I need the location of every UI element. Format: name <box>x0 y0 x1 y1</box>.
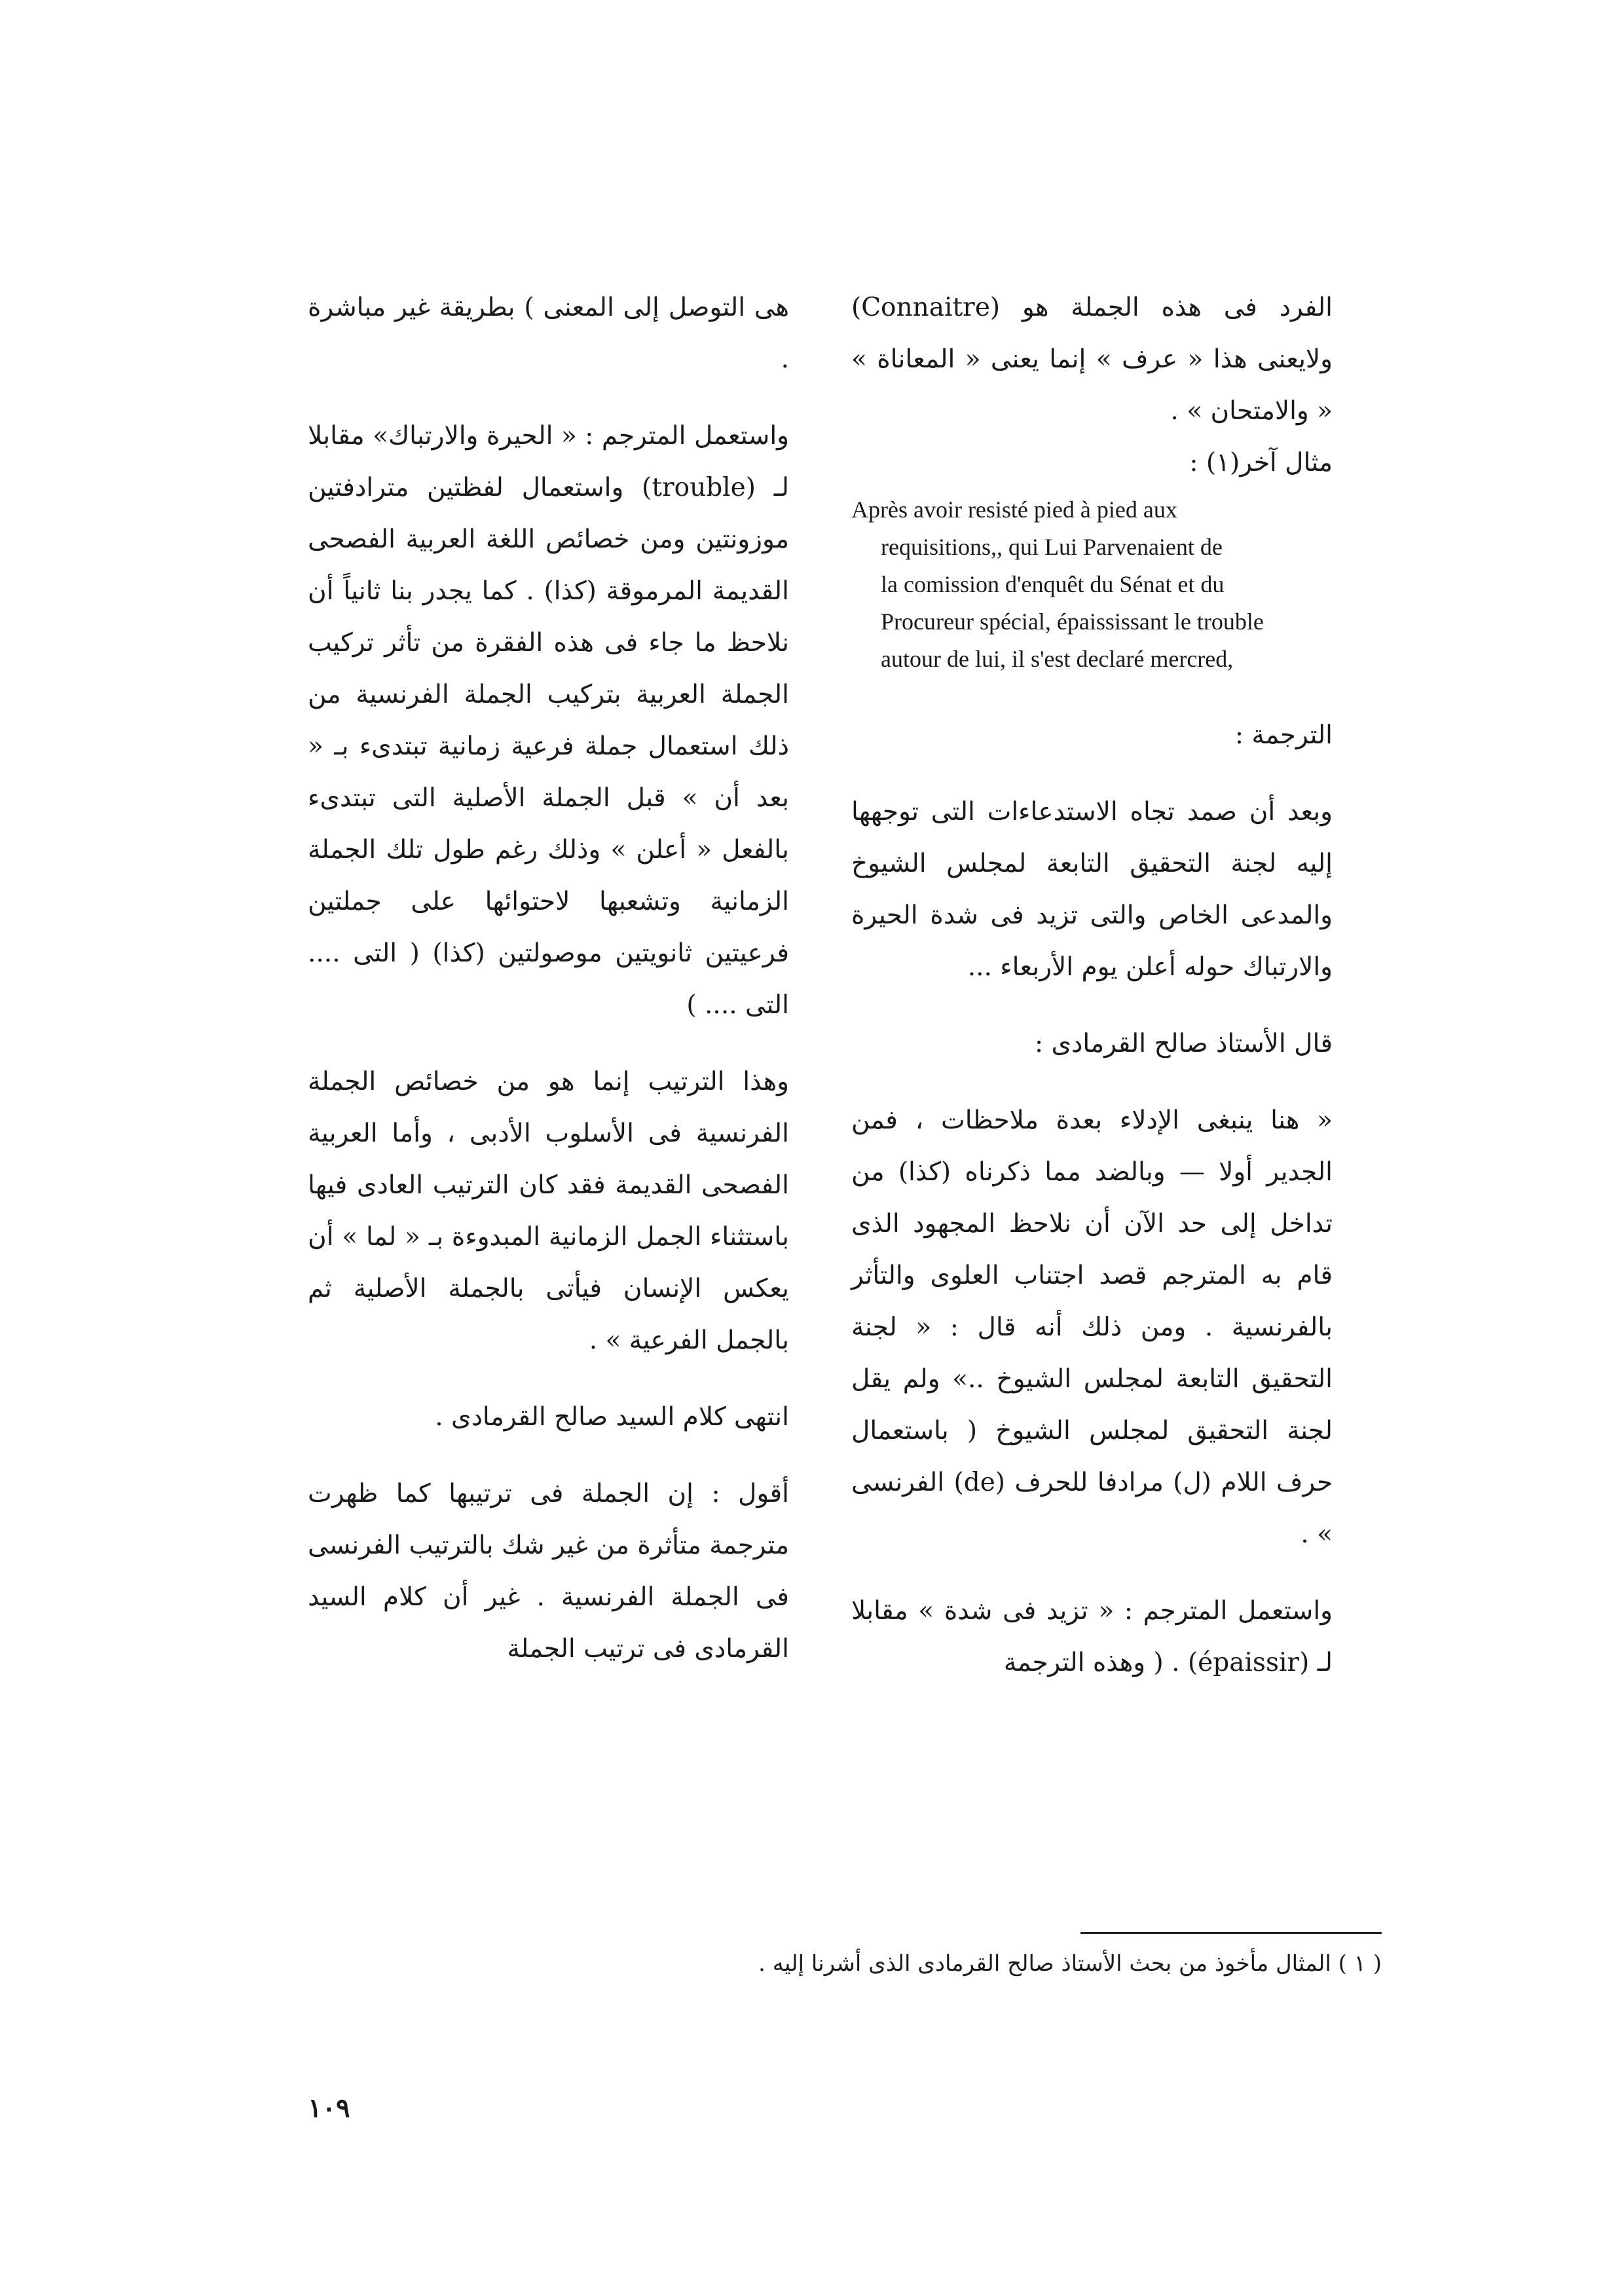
paragraph: هى التوصل إلى المعنى ) بطريقة غير مباشرة . <box>308 293 789 374</box>
quote-line: la comission d'enquêt du Sénat et du <box>881 571 1225 597</box>
quote-line: autour de lui, il s'est declaré mercred, <box>881 646 1234 672</box>
paragraph: واستعمل المترجم : « تزيد فى شدة » مقابلا لـ (épaissir) . ( وهذه الترجمة <box>851 1596 1333 1677</box>
quote-line: Procureur spécial, épaississant le trouble <box>881 608 1264 635</box>
left-column <box>308 282 789 1675</box>
quote-line: Après avoir resisté pied à pied aux <box>851 496 1177 523</box>
footnote-divider <box>1080 1932 1382 1934</box>
paragraph: واستعمل المترجم : « الحيرة والارتباك» مقابلا لـ (trouble) واستعمال لفظتين مترادفتين موزونتين ومن خصائص اللغة العربية الفصحى القديمة المرموقة (كذا) . كما يجدر بنا ثانياً أن نلاحظ ما جاء فى هذه الفقرة من تأثر تركيب الجملة العربية بتركيب الجملة الفرنسية من ذلك استعمال جملة فرعية زمانية تبتدىء بـ « بعد أن » قبل الجملة الأصلية التى تبتدىء بالفعل « أعلن » وذلك رغم طول تلك الجملة الزمانية وتشعبها لاحتوائها على جملتين فرعيتين ثانويتين موصولتين (كذا) ( التى .... التى .... ) <box>308 421 790 1020</box>
paragraph: الفرد فى هذه الجملة هو (Connaitre) ولايعنى هذا « عرف » إنما يعنى « المعاناة » « والامتحان » . <box>851 293 1333 426</box>
translation-label: الترجمة : <box>1234 720 1333 750</box>
paragraph: انتهى كلام السيد صالح القرمادى . <box>435 1402 789 1432</box>
paragraph: وبعد أن صمد تجاه الاستدعاءات التى توجهها إليه لجنة التحقيق التابعة لمجلس الشيوخ والمدعى الخاص والتى تزيد فى شدة الحيرة والارتباك حوله أعلن يوم الأربعاء ... <box>851 797 1333 982</box>
paragraph: أقول : إن الجملة فى ترتيبها كما ظهرت مترجمة متأثرة من غير شك بالترتيب الفرنسى فى الجملة الفرنسية . غير أن كلام السيد القرمادى فى ترتيب الجملة <box>308 1479 789 1664</box>
french-quote <box>851 491 1333 678</box>
right-column <box>851 282 1333 1689</box>
page-number: ١٠٩ <box>308 2093 350 2123</box>
example-label: مثال آخر(١) : <box>1189 448 1333 477</box>
paragraph: وهذا الترتيب إنما هو من خصائص الجملة الفرنسية فى الأسلوب الأدبى ، وأما العربية الفصحى القديمة فقد كان الترتيب العادى فيها باستثناء الجمل الزمانية المبدوءة بـ « لما » أن يعكس الإنسان فيأتى بالجملة الأصلية ثم بالجمل الفرعية » . <box>308 1067 789 1355</box>
paragraph: قال الأستاذ صالح القرمادى : <box>1034 1029 1333 1058</box>
quote-line: requisitions,, qui Lui Parvenaient de <box>881 534 1223 560</box>
footnote: ( ١ ) المثال مأخوذ من بحث الأستاذ صالح القرمادى الذى أشرنا إليه . <box>758 1950 1382 1977</box>
paragraph: « هنا ينبغى الإدلاء بعدة ملاحظات ، فمن الجدير أولا — وبالضد مما ذكرناه (كذا) من تداخل إلى حد الآن أن نلاحظ المجهود الذى قام به المترجم قصد اجتناب العلوى والتأثر بالفرنسية . ومن ذلك أنه قال : « لجنة التحقيق التابعة لمجلس الشيوخ ..» ولم يقل لجنة التحقيق لمجلس الشيوخ ( باستعمال حرف اللام (ل) مرادفا للحرف (de) الفرنسى » . <box>851 1106 1333 1549</box>
